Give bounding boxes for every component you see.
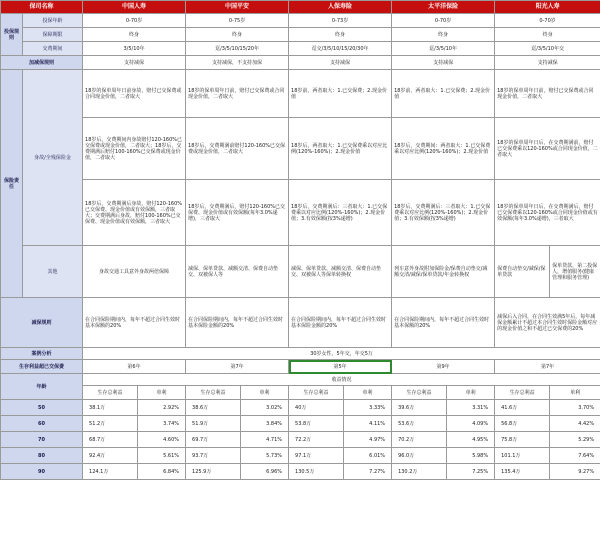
reduce-row	[1, 298, 600, 348]
simple-rate: 4.42%	[550, 416, 600, 432]
breakeven-value: 第6年	[83, 360, 186, 374]
company-name: 阳光人寿	[495, 1, 600, 14]
income-age: 70	[1, 432, 83, 448]
total-benefit: 130.2万	[392, 464, 447, 480]
col-rate-header: 单利	[447, 386, 495, 400]
simple-rate: 5.73%	[241, 448, 289, 464]
simple-rate: 5.61%	[138, 448, 186, 464]
death-cell: 18岁后，交费期满后：三者取大：1.已交保费乘以对应比例(120%-160%)；2.现金价值；3.有效保额(按3%递增)	[289, 180, 392, 246]
breakeven-value: 第9年	[392, 360, 495, 374]
addition-value: 支持减保，不支持加保	[186, 56, 289, 70]
death-cell: 18岁的保单周年日后，在交费期满前，赔付已交保费乘以120-160%或合同现金价值，二者取大	[495, 118, 600, 180]
income-row	[1, 400, 600, 416]
simple-rate: 6.84%	[138, 464, 186, 480]
reduce-label: 减保规则	[1, 298, 83, 348]
addition-value: 支持减保	[392, 56, 495, 70]
col-total-header: 生存总利益	[392, 386, 447, 400]
total-benefit: 40万	[289, 400, 344, 416]
company-name: 中国平安	[186, 1, 289, 14]
income-age: 50	[1, 400, 83, 416]
income-age: 60	[1, 416, 83, 432]
simple-rate: 2.92%	[138, 400, 186, 416]
basic-rules-label: 投保规则	[1, 14, 23, 56]
total-benefit: 38.6万	[186, 400, 241, 416]
col-total-header: 生存总利益	[83, 386, 138, 400]
other-value: 保费自动垫交/减保/保单贷款	[495, 246, 550, 298]
simple-rate: 4.09%	[447, 416, 495, 432]
death-row-3	[1, 180, 600, 246]
income-age: 80	[1, 448, 83, 464]
death-row-1	[1, 70, 600, 118]
period-value: 终身	[495, 28, 600, 42]
col-rate-header: 单利	[344, 386, 392, 400]
simple-rate: 3.31%	[447, 400, 495, 416]
total-benefit: 53.8万	[289, 416, 344, 432]
age-row	[1, 14, 600, 28]
total-benefit: 39.6万	[392, 400, 447, 416]
simple-rate: 7.27%	[344, 464, 392, 480]
simple-rate: 5.29%	[550, 432, 600, 448]
period-value: 终身	[392, 28, 495, 42]
total-benefit: 41.6万	[495, 400, 550, 416]
pay-row	[1, 42, 600, 56]
total-benefit: 97.1万	[289, 448, 344, 464]
total-benefit: 135.4万	[495, 464, 550, 480]
income-age: 90	[1, 464, 83, 480]
col-rate-header: 单利	[550, 386, 600, 400]
death-cell: 18岁前，两者取大：1.已交保费；2.现金价值	[392, 70, 495, 118]
death-label: 身故/全残保险金	[23, 70, 83, 246]
age-column-label: 年龄	[1, 374, 83, 400]
period-value: 终身	[289, 28, 392, 42]
death-cell: 18岁后，交费期间内身故赔付120-160%已交保费或现金价值，二者取大；18岁后，交费期满后赔付100-160%已交保费或现金价值，二者取大	[83, 118, 186, 180]
addition-value: 支持减保	[83, 56, 186, 70]
total-benefit: 69.7万	[186, 432, 241, 448]
other-label: 其他	[23, 246, 83, 298]
other-value: 列车意外身故附加保险金/保费自动垫交/减额交清/减保/保单贷款/年金转换权	[392, 246, 495, 298]
simple-rate: 3.74%	[138, 416, 186, 432]
total-benefit: 51.9万	[186, 416, 241, 432]
company-name: 中国人寿	[83, 1, 186, 14]
pay-value: 趸/3/5/10年	[392, 42, 495, 56]
simple-rate: 5.98%	[447, 448, 495, 464]
simple-rate: 9.27%	[550, 464, 600, 480]
col-rate-header: 单利	[138, 386, 186, 400]
simple-rate: 3.84%	[241, 416, 289, 432]
total-benefit: 124.1万	[83, 464, 138, 480]
col-total-header: 生存总利益	[495, 386, 550, 400]
simple-rate: 4.71%	[241, 432, 289, 448]
death-cell: 18岁的保单周年日前，赔付已交保费或合同现金价值，二者取大	[495, 70, 600, 118]
income-row	[1, 416, 600, 432]
other-value: 减保、保单贷款、减额交清、保费自动垫交、双被保人等保单转换权	[289, 246, 392, 298]
breakeven-value: 第7年	[495, 360, 600, 374]
company-name: 太平洋保险	[392, 1, 495, 14]
reduce-value: 减保后入合同，在合同生效满5年后，每年减保金额累计不超过本合同生效时保险金额对应的现金价值之和不超过已交保费的20%	[495, 298, 600, 348]
death-cell: 18岁前，两者取大：1.已交保费；2.现金价值	[289, 70, 392, 118]
breakeven-label: 生存利益超已交保费	[1, 360, 83, 374]
total-benefit: 72.2万	[289, 432, 344, 448]
simple-rate: 4.11%	[344, 416, 392, 432]
addition-value: 支持减保	[289, 56, 392, 70]
total-benefit: 53.6万	[392, 416, 447, 432]
simple-rate: 7.64%	[550, 448, 600, 464]
col-total-header: 生存总利益	[186, 386, 241, 400]
total-benefit: 96.0万	[392, 448, 447, 464]
death-cell: 18岁的保单周年日前，赔付已交保费或合同现金价值，二者取大	[186, 70, 289, 118]
simple-rate: 7.25%	[447, 464, 495, 480]
income-header-row	[1, 386, 600, 400]
age-label: 投保年龄	[23, 14, 83, 28]
other-extra-value: 保单贷款，第二投保人，增值服务(健康管理和服务管理)	[550, 246, 600, 298]
pay-value: 趸交/3/5/10/15/20/30年	[289, 42, 392, 56]
period-row	[1, 28, 600, 42]
case-label: 案例分析	[1, 348, 83, 360]
pay-label: 交费期间	[23, 42, 83, 56]
breakeven-row	[1, 360, 600, 374]
total-benefit: 70.2万	[392, 432, 447, 448]
pay-value: 趸/3/5/10/15/20年	[186, 42, 289, 56]
income-title-row	[1, 374, 600, 386]
reduce-value: 在合同保险期间内，每年不超过合同生效时基本保额的20%	[83, 298, 186, 348]
addition-row	[1, 56, 600, 70]
death-cell: 18岁后，交费期间：两者取大：1.已交保费乘以对应比例(120%-160%)；2.现金价值	[392, 118, 495, 180]
age-value: 0-70岁	[495, 14, 600, 28]
col-total-header: 生存总利益	[289, 386, 344, 400]
liability-label: 保险责任	[1, 70, 23, 298]
simple-rate: 6.96%	[241, 464, 289, 480]
case-row	[1, 348, 600, 360]
period-value: 终身	[83, 28, 186, 42]
total-benefit: 130.5万	[289, 464, 344, 480]
income-row	[1, 448, 600, 464]
simple-rate: 3.02%	[241, 400, 289, 416]
pay-value: 趸/3/5/10年交	[495, 42, 600, 56]
other-row	[1, 246, 600, 298]
age-value: 0-73岁	[289, 14, 392, 28]
breakeven-value-selected[interactable]: 第5年	[289, 360, 392, 374]
other-value: 身故交通工具意外身故两倍保障	[83, 246, 186, 298]
death-row-2	[1, 118, 600, 180]
death-cell: 18岁的保单周年日后，在交费期满后，赔付已交保费乘以120-160%或合同现金价值或有效保额(每年3.0%递增)，三者取大	[495, 180, 600, 246]
addition-value: 支持减保	[495, 56, 600, 70]
total-benefit: 38.1万	[83, 400, 138, 416]
simple-rate: 3.33%	[344, 400, 392, 416]
reduce-value: 在合同保险期间内，每年不超过合同生效时基本保险金额的20%	[186, 298, 289, 348]
death-cell: 18岁后，交费期满前赔付120-160%已交保费或现金价值，二者取大	[186, 118, 289, 180]
death-cell: 18岁的保单周年日前身故，赔付已交保费或合同现金价值，二者取大	[83, 70, 186, 118]
death-cell: 18岁后，交费期满后：三者取大：1.已交保费乘以对应比例(120%-160%)；2.现金价值；3.有效保额(按3%递增)	[392, 180, 495, 246]
pay-value: 3/5/10年	[83, 42, 186, 56]
age-value: 0-70岁	[392, 14, 495, 28]
death-cell: 18岁后，交费期满后身故，赔付120-160%已交保费、现金价值或有效保额，三者取大；交费期满后身故，赔付100-160%已交保费、现金价值或有效保额，三者取大	[83, 180, 186, 246]
simple-rate: 3.70%	[550, 400, 600, 416]
income-row	[1, 432, 600, 448]
reduce-value: 在合同保险期间内，每年不超过合同生效时基本保额的20%	[392, 298, 495, 348]
total-benefit: 92.4万	[83, 448, 138, 464]
simple-rate: 6.01%	[344, 448, 392, 464]
total-benefit: 56.8万	[495, 416, 550, 432]
reduce-value: 在合同保险期间内，每年不超过合同生效时基本保险金额的20%	[289, 298, 392, 348]
other-value: 减保、保单贷款、减额交清、保费自动垫交、双被保人等	[186, 246, 289, 298]
header-row	[1, 1, 600, 14]
product-name-label: 保司名称	[1, 1, 83, 14]
total-benefit: 93.7万	[186, 448, 241, 464]
age-value: 0-70岁	[83, 14, 186, 28]
death-cell: 18岁后，交费期满后，赔付120-160%已交保费、现金价值或有效保额(每年3.0%递增)，三者取大	[186, 180, 289, 246]
col-rate-header: 单利	[241, 386, 289, 400]
period-value: 终身	[186, 28, 289, 42]
total-benefit: 101.1万	[495, 448, 550, 464]
addition-label: 加减保规则	[1, 56, 83, 70]
total-benefit: 125.9万	[186, 464, 241, 480]
case-value: 30岁女性，5年交，年交5万	[83, 348, 600, 360]
period-label: 保障期限	[23, 28, 83, 42]
death-cell: 18岁后，两者取大：1.已交保费乘以对应比例(120%-160%)；2.现金价值	[289, 118, 392, 180]
income-title: 收益情况	[83, 374, 600, 386]
company-name: 人保寿险	[289, 1, 392, 14]
total-benefit: 75.8万	[495, 432, 550, 448]
simple-rate: 4.97%	[344, 432, 392, 448]
breakeven-value: 第7年	[186, 360, 289, 374]
total-benefit: 68.7万	[83, 432, 138, 448]
simple-rate: 4.95%	[447, 432, 495, 448]
income-row	[1, 464, 600, 480]
age-value: 0-75岁	[186, 14, 289, 28]
total-benefit: 51.2万	[83, 416, 138, 432]
simple-rate: 4.60%	[138, 432, 186, 448]
